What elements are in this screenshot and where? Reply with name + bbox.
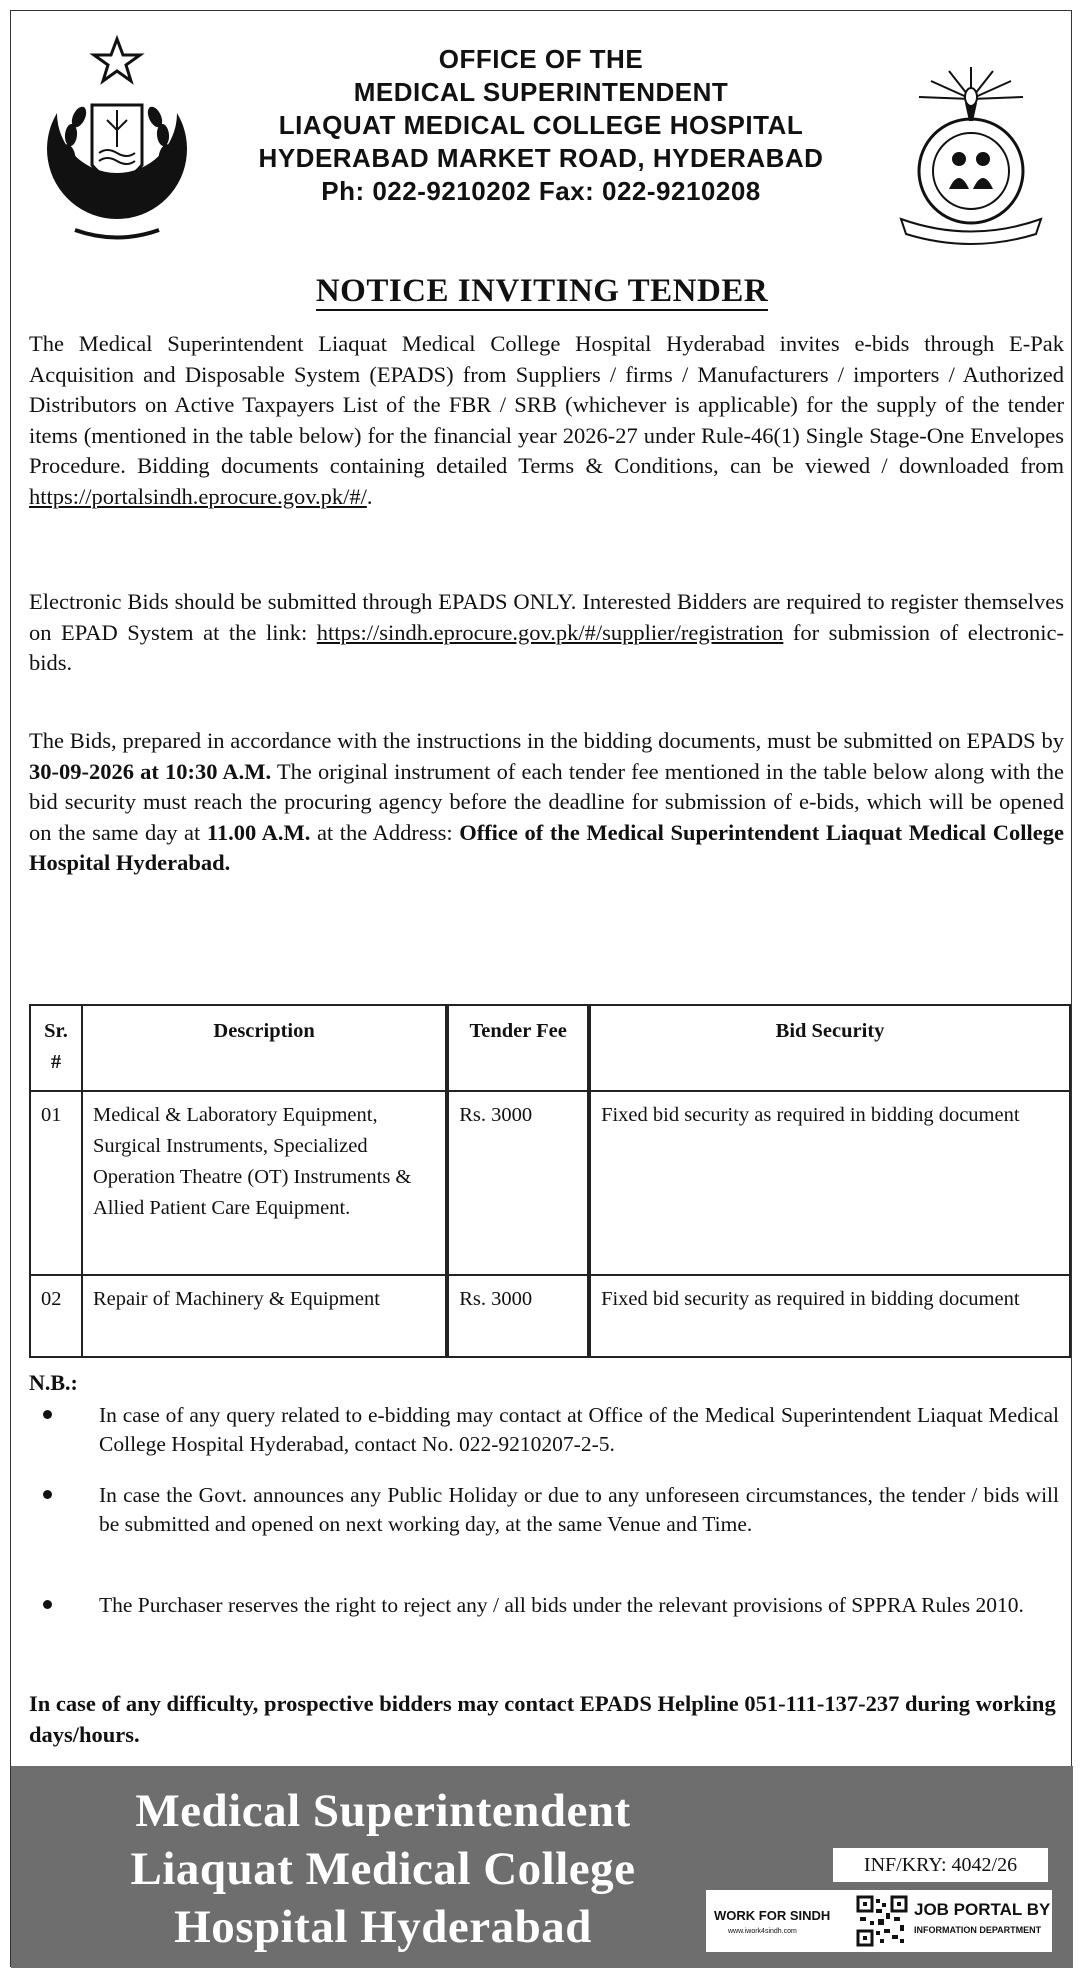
- job-portal-badge: [706, 1890, 1052, 1952]
- header-line-4: HYDERABAD MARKET ROAD, HYDERABAD: [258, 143, 824, 173]
- header-sr: Sr. #: [30, 1005, 82, 1091]
- header-bid-security: Bid Security: [589, 1005, 1070, 1091]
- row-bid-security: Fixed bid security as required in bidding document: [589, 1091, 1070, 1275]
- header-description: Description: [82, 1005, 447, 1091]
- information-department-label: INFORMATION DEPARTMENT: [914, 1925, 1042, 1935]
- notice-title: NOTICE INVITING TENDER: [315, 273, 769, 309]
- row-bid-security: Fixed bid security as required in bidding document: [589, 1275, 1070, 1357]
- footer-line-2: Liaquat Medical College: [130, 1843, 636, 1895]
- bullet-icon: [43, 1410, 52, 1419]
- list-item: In case of any query related to e-bidding may contact at Office of the Medical Superintendent Liaquat Medical College Hospital Hyderabad, contact No. 022-9210207-2-5.: [29, 1401, 1059, 1459]
- registration-paragraph: Electronic Bids should be submitted through EPADS ONLY. Interested Bidders are required to register themselves on EPAD System at the link: https://sindh.eprocure.gov.pk/#/supplier/registration for submission of electronic-bids.: [29, 589, 1064, 675]
- row-description: Medical & Laboratory Equipment, Surgical Instruments, Specialized Operation Theatre (OT) Instruments & Allied Patient Care Equipment.: [82, 1091, 447, 1275]
- row-description: Repair of Machinery & Equipment: [82, 1275, 447, 1357]
- registration-link[interactable]: https://sindh.eprocure.gov.pk/#/supplier/registration: [316, 619, 784, 645]
- tender-notice: [10, 10, 1072, 1967]
- office-address: Office of the Medical Superintendent Liaquat Medical College Hospital Hyderabad.: [29, 819, 1064, 875]
- opening-time: 11.00 A.M.: [206, 819, 311, 845]
- qr-code-icon: [856, 1895, 908, 1947]
- submission-paragraph: The Bids, prepared in accordance with the instructions in the bidding documents, must be submitted on EPADS by 30-09-2026 at 10:30 A.M. The original instrument of each tender fee mentioned in the table below along with the bid security must reach the procuring agency before the deadline for submission of e-bids, which will be opened on the same day at 11.00 A.M. at the Address: Office of the Medical Superintendent Liaquat Medical College Hospital Hyderabad.: [29, 728, 1064, 875]
- submission-deadline: 30-09-2026 at 10:30 A.M.: [29, 758, 272, 784]
- bullet-icon: [43, 1600, 52, 1609]
- inf-reference: INF/KRY: 4042/26: [833, 1848, 1048, 1882]
- table-row: [30, 1275, 1070, 1357]
- bullet-icon: [43, 1490, 52, 1499]
- header-line-2: MEDICAL SUPERINTENDENT: [353, 77, 729, 107]
- footer-banner: [11, 1766, 1073, 1968]
- header-line-1: OFFICE OF THE: [438, 44, 644, 74]
- list-item: The Purchaser reserves the right to reject any / all bids under the relevant provisions of SPPRA Rules 2010.: [29, 1591, 1059, 1620]
- footer-line-3: Hospital Hyderabad: [174, 1901, 592, 1953]
- row-tender-fee: Rs. 3000: [447, 1275, 589, 1357]
- job-portal-label: JOB PORTAL BY: [914, 1900, 1051, 1919]
- header-tender-fee: Tender Fee: [447, 1005, 589, 1091]
- intro-paragraph: The Medical Superintendent Liaquat Medical College Hospital Hyderabad invites e-bids through E-Pak Acquisition and Disposable System (EPADS) from Suppliers / firms / Manufacturers / importers / Authorized Distributors on Active Taxpayers List of the FBR / SRB (whichever is applicable) for the supply of the tender items (mentioned in the table below) for the financial year 2026-27 under Rule-46(1) Single Stage-One Envelopes Procedure. Bidding documents containing detailed Terms & Conditions, can be viewed / downloaded from https://portalsindh.eprocure.gov.pk/#/.: [29, 331, 1064, 509]
- row-tender-fee: Rs. 3000: [447, 1091, 589, 1275]
- tender-table: [29, 1004, 1071, 1358]
- row-sr: 01: [30, 1091, 82, 1275]
- sindh-government-emblem-icon: [37, 35, 197, 270]
- nb-label: N.B.:: [29, 1370, 78, 1395]
- work-for-sindh-url: www.iwork4sindh.com: [728, 1928, 797, 1935]
- footer-line-1: Medical Superintendent: [135, 1785, 631, 1837]
- table-row: [30, 1091, 1070, 1275]
- header-phone-fax: Ph: 022-9210202 Fax: 022-9210208: [321, 176, 761, 206]
- row-sr: 02: [30, 1275, 82, 1357]
- liaquat-university-hospital-seal-icon: [891, 59, 1051, 249]
- header: [11, 29, 1073, 269]
- list-item: In case the Govt. announces any Public Holiday or due to any unforeseen circumstances, the tender / bids will be submitted and opened on next working day, at the same Venue and Time.: [29, 1481, 1059, 1539]
- portal-link[interactable]: https://portalsindh.eprocure.gov.pk/#/: [29, 483, 367, 509]
- work-for-sindh-logo: WORK FOR SINDH: [714, 1908, 831, 1923]
- header-line-3: LIAQUAT MEDICAL COLLEGE HOSPITAL: [278, 110, 804, 140]
- helpline-notice: In case of any difficulty, prospective bidders may contact EPADS Helpline 051-111-137-237 during working days/hours.: [29, 1691, 1056, 1747]
